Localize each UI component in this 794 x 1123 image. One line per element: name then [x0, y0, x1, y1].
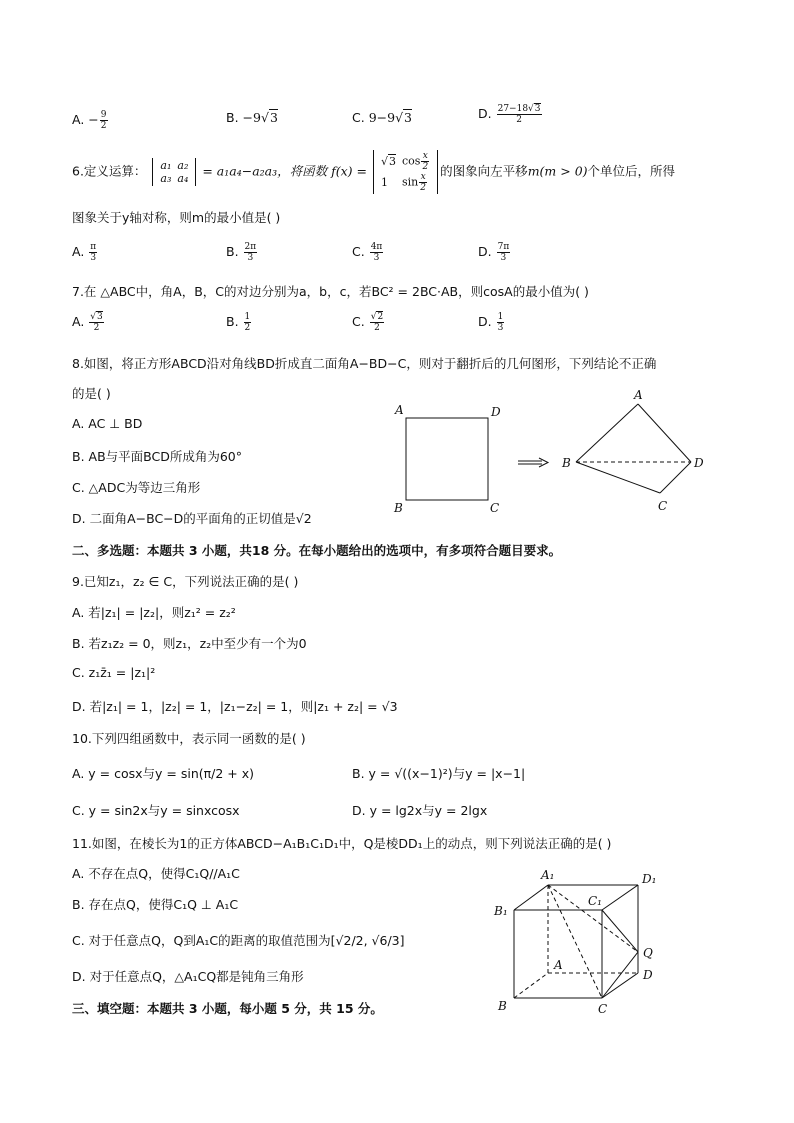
q10-stem: 10.下列四组函数中，表示同一函数的是( ) [72, 731, 306, 746]
q7-option-a: A. $\frac{√3}{2}$ [72, 312, 103, 333]
q10-option-c: C. y = sin2x与y = sinxcosx [72, 803, 240, 818]
label-a1: A₁ [541, 868, 555, 882]
q11-option-b: B. 存在点Q，使得C₁Q ⊥ A₁C [72, 897, 239, 912]
q5-option-d: D. $\frac{27-18√3}{2}$ [478, 104, 541, 125]
label-a: A [554, 958, 563, 972]
q6-option-d: D. $\frac{7\pi}{3}$ [478, 242, 510, 263]
cube-hidden-edges [514, 885, 638, 998]
q5-option-c: C. 9−9√3 [352, 110, 412, 125]
q10-option-d: D. y = lg2x与y = 2lgx [352, 803, 488, 818]
q11-option-a: A. 不存在点Q，使得C₁Q//A₁C [72, 866, 240, 881]
arrow-icon [518, 458, 548, 467]
label-d: D [491, 405, 501, 419]
q11-cube-figure [490, 865, 670, 1020]
label-c: C [490, 501, 500, 515]
label-b: B [394, 501, 403, 515]
label-d1: D₁ [642, 872, 657, 886]
q8-option-a: A. AC ⊥ BD [72, 416, 143, 431]
label-d2: D [694, 456, 704, 470]
q6-option-b: B. $\frac{2\pi}{3}$ [226, 242, 257, 263]
q8-option-c: C. △ADC为等边三角形 [72, 480, 201, 495]
q7-option-d: D. $\frac{1}{3}$ [478, 312, 504, 333]
label-b2: B [562, 456, 571, 470]
q8-option-d: D. 二面角A−BC−D的平面角的正切值是√2 [72, 511, 312, 526]
q9-stem: 9.已知z₁，z₂ ∈ C，下列说法正确的是( ) [72, 574, 299, 589]
q11-option-d: D. 对于任意点Q，△A₁CQ都是钝角三角形 [72, 969, 304, 984]
label-a: A [395, 403, 404, 417]
q6-stem-line2: 图象关于y轴对称，则m的最小值是( ) [72, 210, 281, 225]
label-b: B [498, 999, 507, 1013]
q5-option-a: A. − $\frac{9}{2}$ [72, 110, 107, 131]
section-3-heading: 三、填空题：本题共 3 小题，每小题 5 分，共 15 分。 [72, 1001, 383, 1016]
q7-option-b: B. $\frac{1}{2}$ [226, 312, 251, 333]
q10-option-a: A. y = cosx与y = sin(π/2 + x) [72, 766, 255, 781]
q8-stem-line2: 的是( ) [72, 386, 111, 401]
q6-option-c: C. $\frac{4\pi}{3}$ [352, 242, 383, 263]
q9-option-c: C. z₁z̄₁ = |z₁|² [72, 665, 156, 680]
label-d: D [643, 968, 653, 982]
square-abcd [406, 418, 488, 500]
section-2-heading: 二、多选题：本题共 3 小题，共18 分。在每小题给出的选项中，有多项符合题目要求。 [72, 543, 562, 558]
q8-figure [390, 388, 720, 518]
q11-option-c: C. 对于任意点Q，Q到A₁C的距离的取值范围为[√2/2, √6/3] [72, 933, 405, 948]
q9-option-a: A. 若|z₁| = |z₂|，则z₁² = z₂² [72, 605, 236, 620]
label-b1: B₁ [494, 904, 508, 918]
folded-figure [576, 404, 691, 493]
q7-stem: 7.在 △ABC中，角A，B，C的对边分别为a，b，c，若BC² = 2BC·AB，则cosA的最小值为( ) [72, 284, 589, 299]
label-q: Q [643, 946, 653, 960]
q8-option-b: B. AB与平面BCD所成角为60° [72, 449, 243, 464]
cube-edges [514, 885, 638, 998]
q11-stem: 11.如图，在棱长为1的正方体ABCD−A₁B₁C₁D₁中，Q是棱DD₁上的动点，则下列说法正确的是( ) [72, 836, 612, 851]
label-c: C [598, 1002, 608, 1016]
label-c1: C₁ [588, 894, 602, 908]
q10-option-b: B. y = √((x−1)²)与y = |x−1| [352, 766, 526, 781]
q5-option-b: B. −9√3 [226, 110, 278, 125]
label-a2: A [634, 388, 643, 402]
q6-stem: 6.定义运算： a₁ a₂ a₃ a₄ = a₁a₄−a₂a₃，将函数 f(x) = √3 cos $\frac{x}{2}$ 1 sin $\frac{x}{2}$ 的图象向左平移m(m > 0)个单位后，所得 [72, 151, 676, 193]
label-c2: C [658, 499, 668, 513]
q9-option-d: D. 若|z₁| = 1，|z₂| = 1，|z₁−z₂| = 1，则|z₁ + z₂| = √3 [72, 699, 398, 714]
q7-option-c: C. $\frac{√2}{2}$ [352, 312, 384, 333]
q9-option-b: B. 若z₁z₂ = 0，则z₁，z₂中至少有一个为0 [72, 636, 307, 651]
q8-stem: 8.如图，将正方形ABCD沿对角线BD折成直二面角A−BD−C，则对于翻折后的几何图形，下列结论不正确 [72, 356, 657, 371]
q6-option-a: A. $\frac{\pi}{3}$ [72, 242, 97, 263]
